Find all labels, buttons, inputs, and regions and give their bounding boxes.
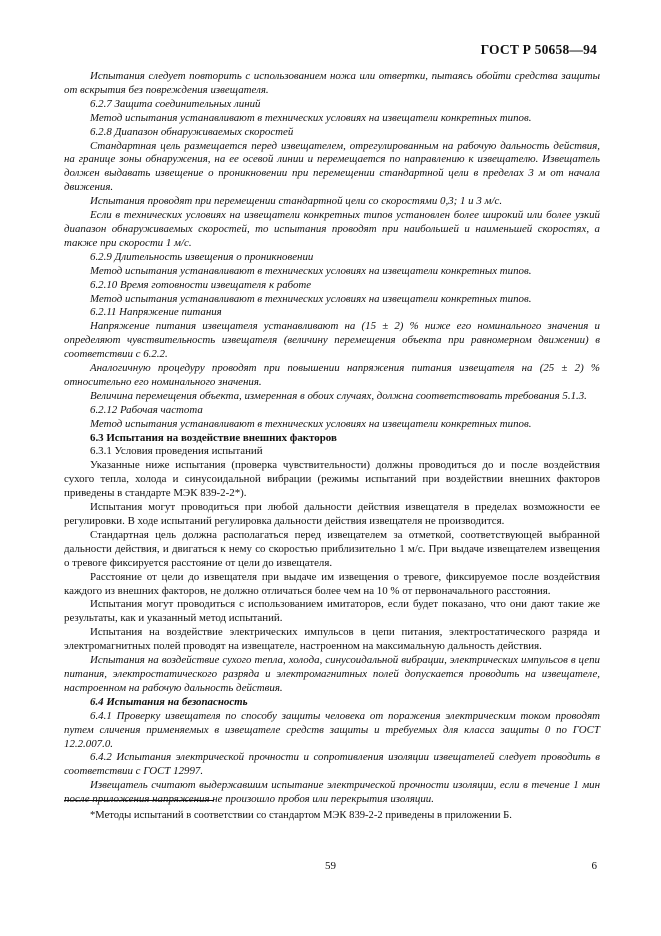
- paragraph: Метод испытания устанавливают в технических условиях на извещатели конкретных типов.: [90, 292, 532, 305]
- section-heading-6-4: 6.4 Испытания на безопасность: [90, 695, 248, 708]
- paragraph: Если в технических условиях на извещатели конкретных типов установлен более широкий или более узкий диапазон обнаруживаемых скоростей, то испытания проводят при наибольшей и наименьшей скоростях, а также при скорости 1 м/с.: [64, 209, 600, 249]
- page-number-right: 6: [591, 860, 597, 872]
- footnote: *Методы испытаний в соответствии со стандартом МЭК 839-2-2 приведены в приложении Б.: [90, 810, 512, 821]
- paragraph: Стандартная цель размещается перед извещателем, отрегулированным на рабочую дальность действия, на границе зоны обнаружения, на ее осевой линии и перемещается по направлению к извещателю. Извещатель должен выдавать извещение о проникновении при перемещении стандартной цели в пределах 3 м от начала движения.: [64, 139, 600, 194]
- paragraph: Расстояние от цели до извещателя при выдаче им извещения о тревоге, фиксируемое после воздействия каждого из внешних факторов, не должно отличаться более чем на 10 % от первоначального расстояния.: [64, 570, 600, 597]
- paragraph: Указанные ниже испытания (проверка чувствительности) должны проводиться до и после воздействия сухого тепла, холода и синусоидальной вибрации (режимы испытаний при воздействии внешних факторов приведены в стандарте МЭК 839-2-2*).: [64, 459, 600, 500]
- paragraph: 6.4.2 Испытания электрической прочности и сопротивления изоляции извещателей следует проводить в соответствии с ГОСТ 12997.: [64, 751, 600, 778]
- paragraph: Напряжение питания извещателя устанавливают на (15 ± 2) % ниже его номинального значения и определяют чувствительность извещателя (величину перемещения объекта при равномерном движении) в соответствии с 6.2.2.: [64, 320, 600, 361]
- paragraph: Извещатель считают выдержавшим испытание электрической прочности изоляции, если в течение 1 мин после приложения напряжения не произошло пробоя или перекрытия изоляции.: [64, 779, 600, 806]
- paragraph: Стандартная цель должна располагаться перед извещателем за отметкой, соответствующей выбранной дальности действия, и двигаться к нему со скоростью приблизительно 1 м/с. При выдаче извещателем извещения о тревоге фиксируется расстояние от цели до извещателя.: [64, 528, 600, 569]
- paragraph: Испытания проводят при перемещении стандартной цели со скоростями 0,3; 1 и 3 м/с.: [90, 195, 503, 208]
- document-body: [64, 70, 600, 807]
- paragraph: Аналогичную процедуру проводят при повышении напряжения питания извещателя на (25 ± 2) % относительно его номинального значения.: [64, 362, 600, 388]
- section-heading-6-2-9: 6.2.9 Длительность извещения о проникновении: [90, 250, 314, 263]
- paragraph: Испытания могут проводиться с использованием имитаторов, если будет показано, что они дают такие же результаты, как и указанный метод испытаний.: [64, 598, 600, 625]
- footnote-divider: [64, 800, 214, 801]
- paragraph: Метод испытания устанавливают в технических условиях на извещатели конкретных типов.: [90, 111, 532, 124]
- paragraph: Величина перемещения объекта, измеренная в обоих случаях, должна соответствовать требования 5.1.3.: [90, 389, 587, 402]
- section-heading-6-2-7: 6.2.7 Защита соединительных линий: [90, 97, 261, 110]
- section-heading-6-3: 6.3 Испытания на воздействие внешних факторов: [90, 431, 337, 444]
- section-heading-6-2-12: 6.2.12 Рабочая частота: [90, 403, 203, 416]
- document-header: ГОСТ Р 50658—94: [480, 42, 597, 57]
- paragraph: 6.4.1 Проверку извещателя по способу защиты человека от поражения электрическим током проводят путем сличения применяемых в извещателе средств защиты и требуемых для класса защиты 0 по ГОСТ 12.2.007.0.: [64, 709, 600, 750]
- section-heading-6-2-11: 6.2.11 Напряжение питания: [90, 306, 222, 319]
- paragraph: Испытания могут проводиться при любой дальности действия извещателя в пределах возможности ее регулировки. В ходе испытаний регулировка дальности действия извещателя не производится.: [64, 501, 600, 527]
- section-heading-6-2-10: 6.2.10 Время готовности извещателя к работе: [90, 278, 312, 291]
- page-number-center: 59: [325, 860, 336, 872]
- paragraph: Испытания на воздействие сухого тепла, холода, синусоидальной вибрации, электрических импульсов в цепи питания, электростатического разряда и электромагнитных полей допускается проводить на извещателе, настроенном на рабочую дальность действия.: [64, 654, 600, 694]
- paragraph: Метод испытания устанавливают в технических условиях на извещатели конкретных типов.: [90, 264, 532, 277]
- section-heading-6-2-8: 6.2.8 Диапазон обнаруживаемых скоростей: [90, 125, 294, 138]
- paragraph: Испытания следует повторить с использованием ножа или отвертки, пытаясь обойти средства защиты от вскрытия без повреждения извещателя.: [64, 70, 600, 96]
- paragraph: Метод испытания устанавливают в технических условиях на извещатели конкретных типов.: [90, 417, 532, 430]
- section-heading-6-3-1: 6.3.1 Условия проведения испытаний: [90, 445, 263, 458]
- paragraph: Испытания на воздействие электрических импульсов в цепи питания, электростатического разряда и электромагнитных полей проводят на извещателе, настроенном на максимальную дальность действия.: [64, 626, 600, 653]
